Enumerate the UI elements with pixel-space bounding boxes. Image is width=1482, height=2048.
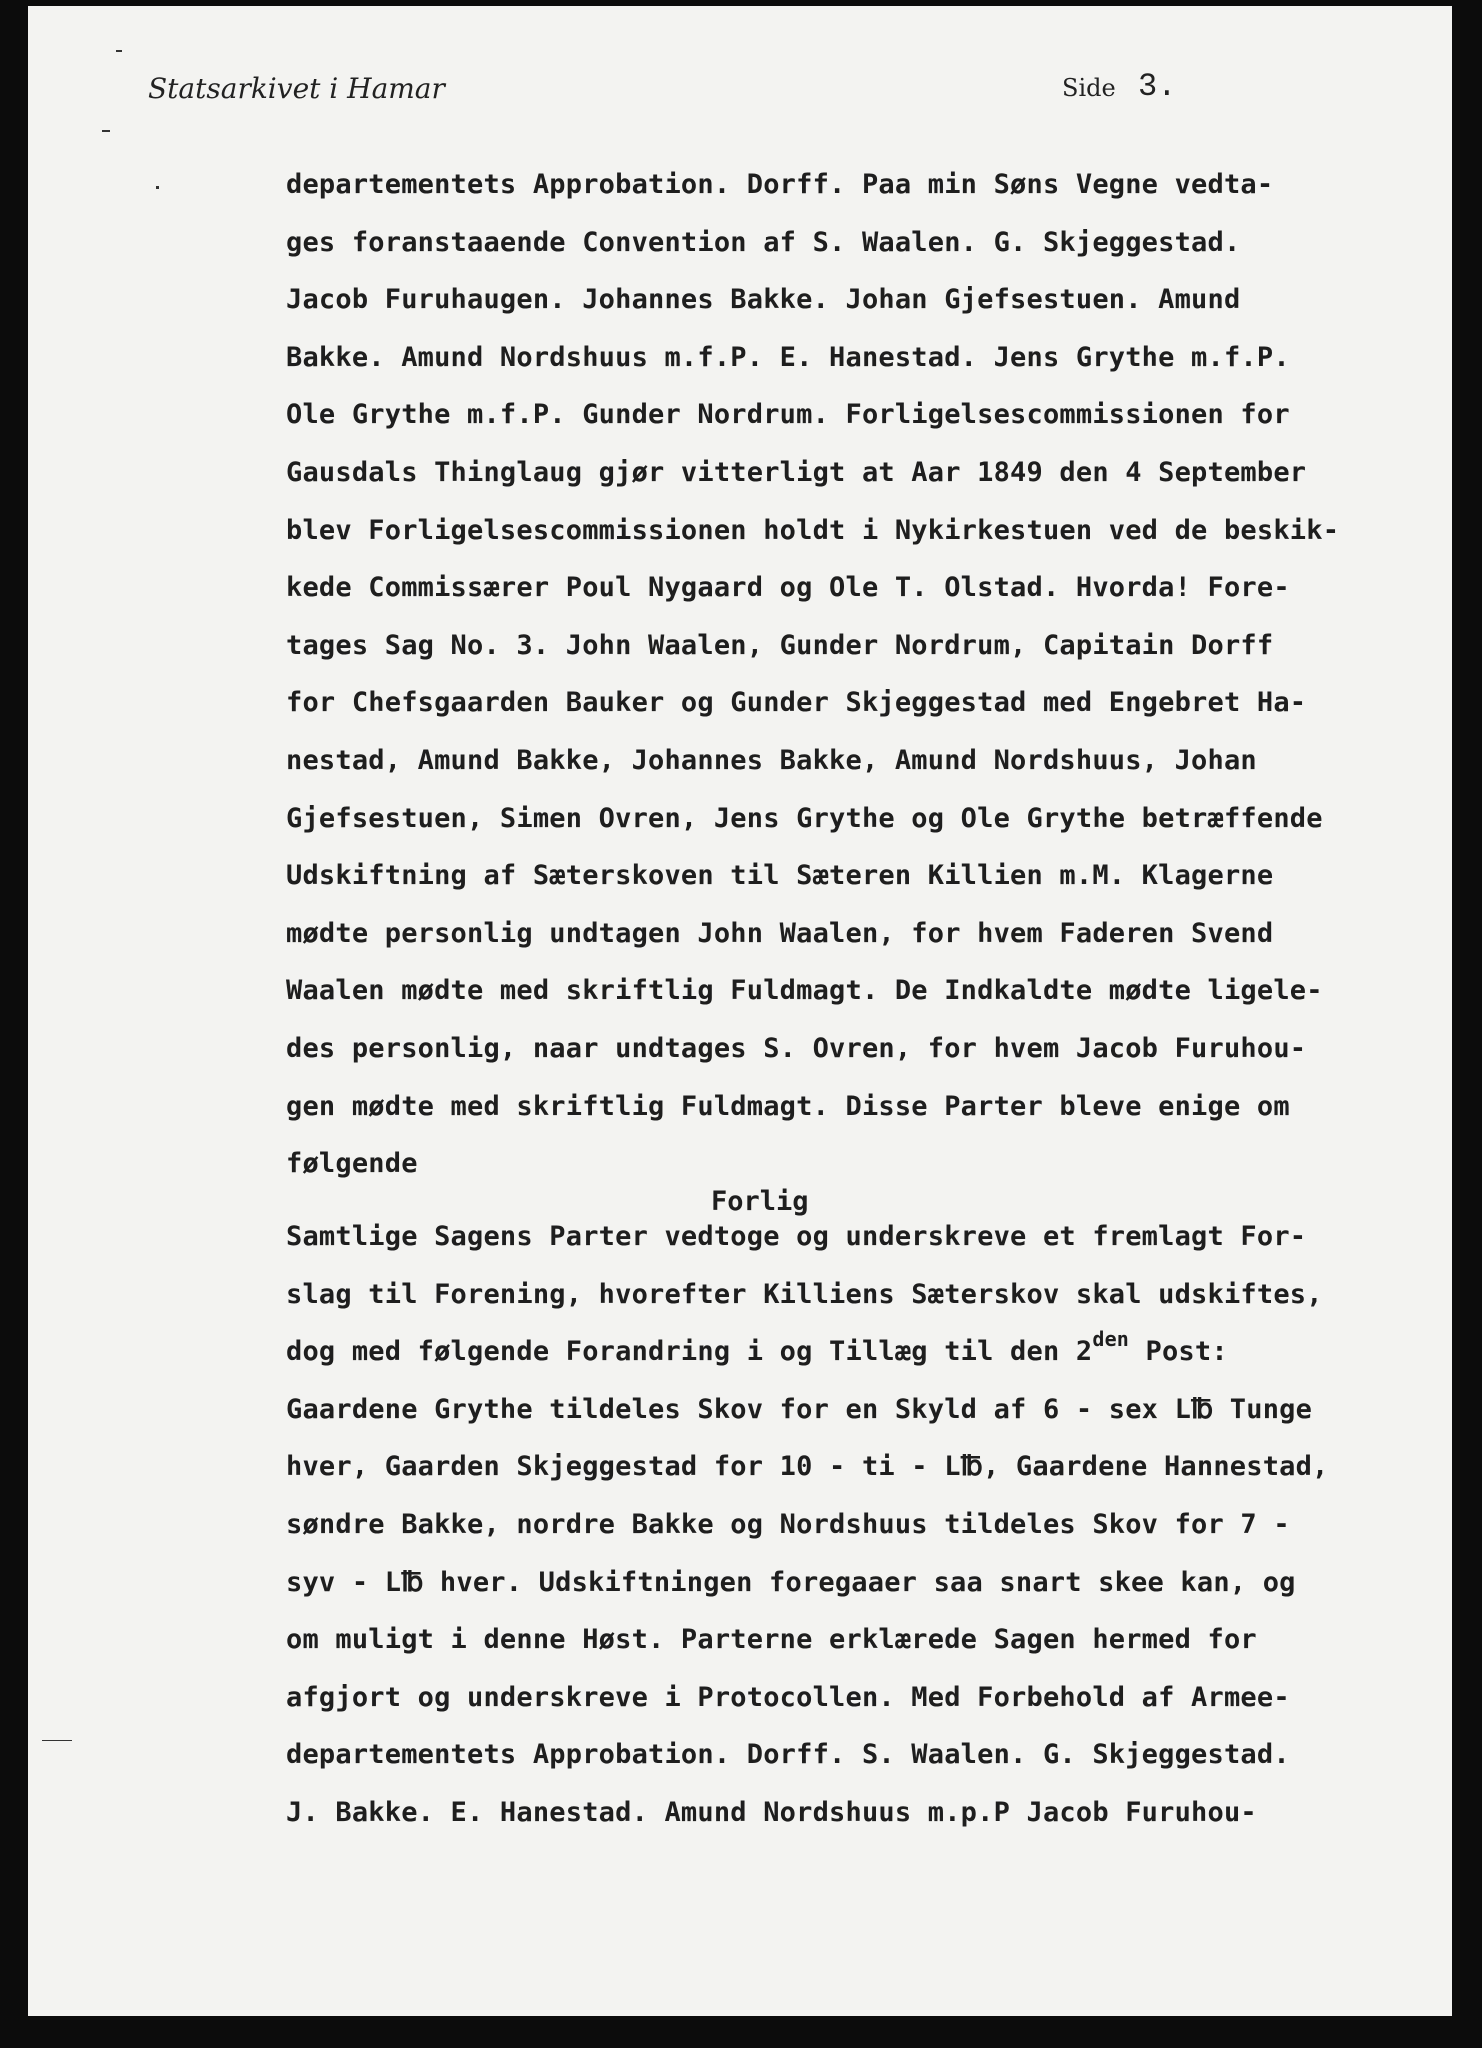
text-line: søndre Bakke, nordre Bakke og Nordshuus tildeles Skov for 7 - bbox=[286, 1508, 1290, 1540]
text-line: J. Bakke. E. Hanestad. Amund Nordshuus m.p.P Jacob Furuhou- bbox=[286, 1796, 1257, 1828]
text-line: kede Commissærer Poul Nygaard og Ole T. Olstad. Hvorda! Fore- bbox=[286, 572, 1290, 604]
text-line: mødte personlig undtagen John Waalen, for hvem Faderen Svend bbox=[286, 917, 1274, 949]
text-line: hver, Gaarden Skjeggestad for 10 - ti - L℔, Gaardene Hannestad, bbox=[286, 1451, 1329, 1483]
document-page bbox=[28, 6, 1452, 2016]
text-line: Udskiftning af Sæterskoven til Sæteren Killien m.M. Klagerne bbox=[286, 860, 1274, 892]
body-text-continued bbox=[286, 1208, 1446, 1842]
text-line: tages Sag No. 3. John Waalen, Gunder Nordrum, Capitain Dorff bbox=[286, 629, 1274, 661]
text-line-with-superscript bbox=[286, 1323, 1446, 1381]
text-line: ges foranstaaende Convention af S. Waalen. G. Skjeggestad. bbox=[286, 226, 1241, 258]
text-line: departementets Approbation. Dorff. Paa min Søns Vegne vedta- bbox=[286, 169, 1274, 200]
text-line: følgende bbox=[286, 1148, 418, 1180]
text-line: Gausdals Thinglaug gjør vitterligt at Aar 1849 den 4 September bbox=[286, 456, 1307, 488]
text-line: om muligt i denne Høst. Parterne erklærede Sagen hermed for bbox=[286, 1624, 1257, 1656]
text-line: for Chefsgaarden Bauker og Gunder Skjeggestad med Engebret Ha- bbox=[286, 687, 1307, 719]
section-heading: Forlig bbox=[711, 1186, 809, 1217]
text-line: slag til Forening, hvorefter Killiens Sæterskov skal udskiftes, bbox=[286, 1278, 1323, 1310]
text-line: blev Forligelsescommissionen holdt i Nykirkestuen ved de beskik- bbox=[286, 514, 1340, 546]
body-text bbox=[286, 156, 1446, 1193]
text-line: Bakke. Amund Nordshuus m.f.P. E. Hanestad. Jens Grythe m.f.P. bbox=[286, 341, 1290, 373]
text-line: departementets Approbation. Dorff. S. Waalen. G. Skjeggestad. bbox=[286, 1739, 1290, 1771]
text-segment: dog med følgende Forandring i og Tillæg til den 2 bbox=[286, 1336, 1093, 1368]
text-segment: Post: bbox=[1129, 1336, 1228, 1368]
margin-mark bbox=[102, 130, 110, 132]
margin-mark bbox=[156, 186, 159, 189]
margin-mark bbox=[42, 1740, 72, 1741]
text-line: Jacob Furuhaugen. Johannes Bakke. Johan Gjefsestuen. Amund bbox=[286, 284, 1241, 316]
text-line: Waalen mødte med skriftlig Fuldmagt. De Indkaldte mødte ligele- bbox=[286, 975, 1323, 1007]
text-line: Ole Grythe m.f.P. Gunder Nordrum. Forligelsescommissionen for bbox=[286, 399, 1290, 431]
margin-mark bbox=[116, 50, 122, 52]
text-line: afgjort og underskreve i Protocollen. Med Forbehold af Armee- bbox=[286, 1681, 1290, 1713]
text-line: syv - L℔ hver. Udskiftningen foregaaer saa snart skee kan, og bbox=[286, 1566, 1296, 1598]
text-line: Gjefsestuen, Simen Ovren, Jens Grythe og Ole Grythe betræffende bbox=[286, 802, 1323, 834]
text-line: gen mødte med skriftlig Fuldmagt. Disse Parter bleve enige om bbox=[286, 1090, 1290, 1122]
archive-name: Statsarkivet i Hamar bbox=[148, 72, 445, 105]
text-line: Samtlige Sagens Parter vedtoge og underskreve et fremlagt For- bbox=[286, 1221, 1307, 1252]
superscript: den bbox=[1092, 1327, 1130, 1352]
text-line: nestad, Amund Bakke, Johannes Bakke, Amund Nordshuus, Johan bbox=[286, 744, 1257, 776]
text-line: Gaardene Grythe tildeles Skov for en Skyld af 6 - sex L℔ Tunge bbox=[286, 1393, 1313, 1425]
page-number: 3. bbox=[1138, 68, 1177, 105]
page-label: Side bbox=[1062, 74, 1116, 102]
text-line: des personlig, naar undtages S. Ovren, for hvem Jacob Furuhou- bbox=[286, 1032, 1307, 1064]
